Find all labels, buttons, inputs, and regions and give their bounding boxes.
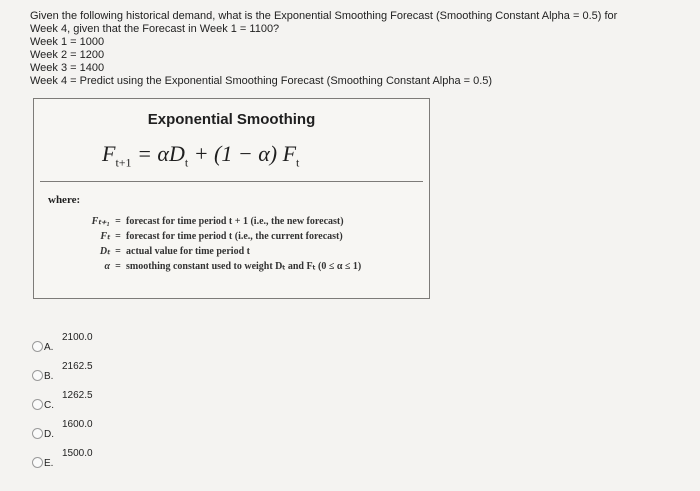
formula-d-sub: t [184, 155, 189, 170]
definition-symbol: Fₜ [100, 231, 110, 242]
answer-options [30, 328, 230, 473]
definition-symbol: Dₜ [99, 246, 110, 257]
exponential-smoothing-formula [102, 141, 299, 170]
definition-text: actual value for time period t [126, 246, 250, 257]
definition-symbol: α [104, 261, 110, 272]
radio-icon[interactable] [32, 341, 43, 352]
radio-icon[interactable] [32, 457, 43, 468]
formula-lhs-sub: t+1 [115, 155, 132, 170]
question-line: Week 4, given that the Forecast in Week 1 = 1100? [30, 23, 280, 35]
definition-symbol: Fₜ₊₁ [91, 216, 110, 227]
option-value: 1262.5 [62, 390, 93, 401]
definition-text: forecast for time period t + 1 (i.e., the new forecast) [126, 216, 344, 227]
formula-f-sub: t [296, 155, 300, 170]
option-b[interactable] [30, 357, 230, 386]
radio-icon[interactable] [32, 428, 43, 439]
equals-sign: = [115, 216, 121, 227]
week-1-line: Week 1 = 1000 [30, 36, 105, 48]
option-value: 2162.5 [62, 361, 93, 372]
equals-sign: = [115, 246, 121, 257]
radio-icon[interactable] [32, 370, 43, 381]
option-value: 1500.0 [62, 448, 93, 459]
formula-box [33, 98, 430, 299]
option-e[interactable] [30, 444, 230, 473]
week-3-line: Week 3 = 1400 [30, 62, 105, 74]
option-c[interactable] [30, 386, 230, 415]
definitions-list [82, 216, 361, 276]
question-text [30, 10, 690, 88]
option-value: 2100.0 [62, 332, 93, 343]
definition-item [82, 216, 361, 231]
equals-sign: = [115, 231, 121, 242]
option-letter: C. [44, 400, 54, 411]
week-2-line: Week 2 = 1200 [30, 49, 105, 61]
definition-item [82, 261, 361, 276]
equals-sign: = [115, 261, 121, 272]
question-line: Given the following historical demand, what is the Exponential Smoothing Forecast (Smoothing Constant Alpha = 0.5) for [30, 10, 618, 22]
divider [40, 181, 423, 182]
formula-lhs: F [102, 141, 116, 166]
radio-icon[interactable] [32, 399, 43, 410]
definition-text: forecast for time period t (i.e., the current forecast) [126, 231, 343, 242]
formula-title: Exponential Smoothing [147, 111, 316, 128]
option-letter: D. [44, 429, 54, 440]
option-value: 1600.0 [62, 419, 93, 430]
option-d[interactable] [30, 415, 230, 444]
option-letter: B. [44, 371, 54, 382]
week-4-line: Week 4 = Predict using the Exponential Smoothing Forecast (Smoothing Constant Alpha = 0.5) [30, 75, 493, 87]
option-a[interactable] [30, 328, 230, 357]
definition-item [82, 231, 361, 246]
definition-item [82, 246, 361, 261]
option-letter: A. [44, 342, 54, 353]
option-letter: E. [44, 458, 54, 469]
formula-eq: = αD [131, 141, 185, 166]
formula-rest: + (1 − α) F [188, 141, 297, 166]
definition-text: smoothing constant used to weight Dₜ and Fₜ (0 ≤ α ≤ 1) [126, 261, 362, 272]
where-label: where: [48, 194, 81, 206]
